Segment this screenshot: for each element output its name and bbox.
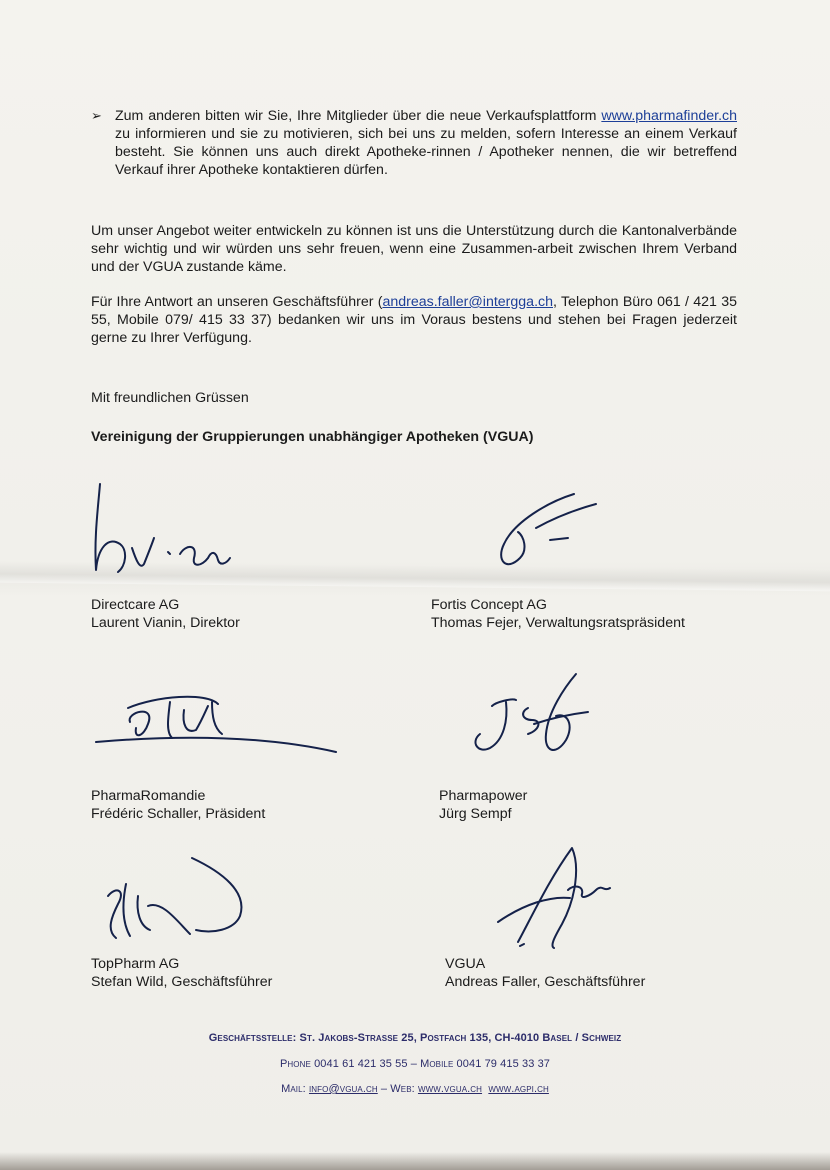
footer-phone: Phone 0041 61 421 35 55 – Mobile 0041 79 415 33 37 [279,1058,551,1070]
paragraph-support: Um unser Angebot weiter entwickeln zu können ist uns die Unterstützung durch die Kantonalverbände sehr wichtig und wir würden uns sehr freuen, wenn eine Zusammen-arbeit zwischen Ihrem Verband und der VGUA zustande käme. [91,223,737,275]
greeting: Mit freundlichen Grüssen [91,390,249,406]
organization-name: Vereinigung der Gruppierungen unabhängiger Apotheken (VGUA) [91,429,534,445]
page-edge-shadow [0,1152,830,1170]
signatory-person: Jürg Sempf [439,806,512,822]
signatory-company: Fortis Concept AG [431,597,547,613]
signature-faller-icon [454,838,624,958]
signatory-company: PharmaRomandie [91,788,206,804]
signature-sempf-icon [456,668,606,768]
footer-contact [0,1083,830,1095]
email-link[interactable]: andreas.faller@intergga.ch [382,294,553,310]
bullet-content [115,107,737,179]
signatory-company: TopPharm AG [91,956,180,972]
signature-fejer-icon [478,488,618,578]
bullet-arrow-icon: ➢ [91,108,102,123]
signature-wild-icon [92,850,262,950]
contact-text-end: , Telephon Büro 061 / 421 35 55, Mobile 079/ 415 33 37) bedanken wir uns im Voraus bestens und stehen bei Fragen jederzeit gerne zu Ihrer Verfügung. [91,294,737,346]
signatory-person: Andreas Faller, Geschäftsführer [445,974,646,990]
bullet-text-start: Zum anderen bitten wir Sie, Ihre Mitglieder über die neue Verkaufsplattform [115,108,602,124]
footer-mail-link[interactable]: info@vgua.ch [308,1083,378,1095]
contact-text-start: Für Ihre Antwort an unseren Geschäftsführer ( [91,294,383,310]
signatory-pharmapower [439,787,527,823]
signatory-person: Thomas Fejer, Verwaltungsratspräsident [431,615,685,631]
footer-address: Geschäftsstelle: St. Jakobs-Strasse 25, Postfach 135, CH-4010 Basel / Schweiz [208,1032,622,1044]
footer-web-link-vgua[interactable]: www.vgua.ch [417,1083,483,1095]
signature-vianin-icon [88,478,258,578]
signatory-toppharm [91,955,272,991]
bullet-paragraph [91,107,737,179]
signatory-company: Directcare AG [91,597,180,613]
signatory-directcare [91,596,240,632]
pharmafinder-link[interactable]: www.pharmafinder.ch [601,108,737,124]
bullet-text-end: zu informieren und sie zu motivieren, sich bei uns zu melden, sofern Interesse an einem Verkauf besteht. Sie können uns auch direkt Apotheke-rinnen / Apotheker nennen, die wir betreffend Verkauf ihrer Apotheke kontaktieren dürfen. [115,126,737,178]
signatory-person: Laurent Vianin, Direktor [91,615,240,631]
footer-mail-label: Mail: [281,1083,309,1095]
footer-web-link-agpi[interactable]: www.agpi.ch [488,1083,549,1095]
signature-schaller-icon [86,682,346,762]
signatory-vgua [445,955,645,991]
footer-web-label: – Web: [377,1083,418,1095]
signatory-person: Stefan Wild, Geschäftsführer [91,974,273,990]
signatory-company: Pharmapower [439,788,528,804]
signatory-pharmaromandie [91,787,265,823]
paragraph-contact [91,293,737,347]
signatory-person: Frédéric Schaller, Präsident [91,806,266,822]
signatory-company: VGUA [445,956,486,972]
signatory-fortis [431,596,685,632]
